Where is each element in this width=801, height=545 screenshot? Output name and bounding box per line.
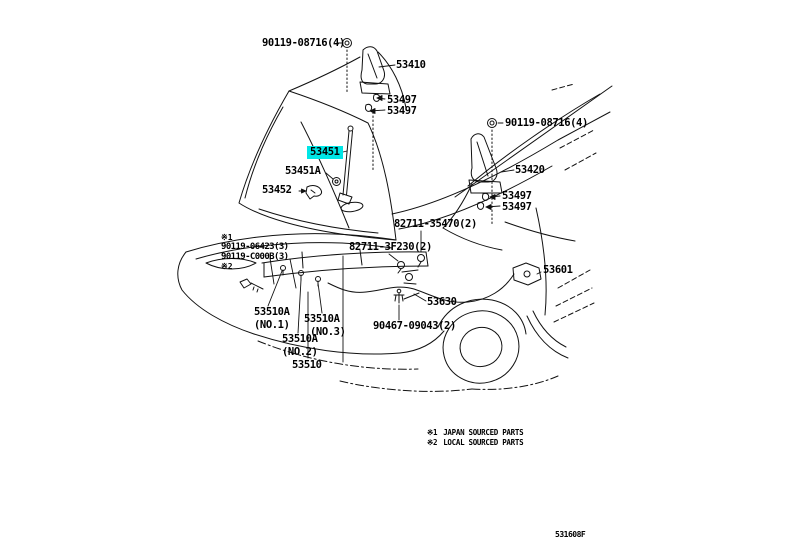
hood-hinge-right-drawing <box>443 130 502 228</box>
footnote-local-sourced <box>427 438 523 447</box>
callout-cushion-no2[interactable] <box>282 334 318 357</box>
callout-hood-support-rod[interactable]: 53451 <box>307 146 343 159</box>
callout-bolt-hinge-left[interactable]: 90119-08716(4) <box>262 37 345 49</box>
footnote-1-marker: ※1 <box>427 428 438 437</box>
callout-hinge-left[interactable]: 53410 <box>396 59 426 71</box>
callout-hood-panel[interactable]: 53510 <box>292 359 322 371</box>
support-rod-grommet-icon <box>333 178 341 186</box>
drawing-code: 531608F <box>555 530 586 539</box>
support-rod-bracket-icon <box>306 186 322 199</box>
callout-hinge-left-pad-lower[interactable]: 53497 <box>387 105 417 117</box>
callout-lock-control-cable[interactable]: 53630 <box>427 296 457 308</box>
callout-clip[interactable]: 90467-09043(2) <box>373 320 456 332</box>
cushion-no3-part: 53510A <box>304 313 340 325</box>
note-ref-1-marker: ※1 <box>221 233 233 242</box>
footnote-2-text: LOCAL SOURCED PARTS <box>443 438 524 447</box>
callout-wiring-clamp-b[interactable]: 82711-3F230(2) <box>349 241 432 253</box>
callout-hinge-right-pad-lower[interactable]: 53497 <box>502 201 532 213</box>
callout-hinge-left-pad-upper[interactable]: 53497 <box>387 94 417 106</box>
callout-support-rod-bracket[interactable]: 53452 <box>262 184 292 196</box>
note-ref-2-marker: ※2 <box>221 262 233 271</box>
callout-hinge-right-pad-upper[interactable]: 53497 <box>502 190 532 202</box>
footnote-2-marker: ※2 <box>427 438 438 447</box>
bolt-icon-front <box>240 279 263 292</box>
cushion-no3-position: (NO.3) <box>310 325 346 338</box>
cushion-no1-part: 53510A <box>254 306 290 318</box>
cushion-no2-position: (NO.2) <box>282 345 318 358</box>
front-wheel-drawing <box>435 303 526 391</box>
callout-bolt-local[interactable]: 90119-C000B(3) <box>221 252 289 262</box>
footnote-1-text: JAPAN SOURCED PARTS <box>443 428 524 437</box>
footnote-japan-sourced <box>427 428 523 437</box>
bolt-icon-hinge-right <box>488 119 497 128</box>
callout-hinge-right[interactable]: 53420 <box>515 164 545 176</box>
cushion-no1-position: (NO.1) <box>254 318 290 331</box>
wiring-clamp-icons <box>398 255 425 274</box>
callout-bolt-hinge-right[interactable]: 90119-08716(4) <box>505 117 588 129</box>
callout-cushion-no1[interactable] <box>254 307 290 330</box>
hood-support-rod-drawing <box>338 112 373 204</box>
lock-cable-drawing <box>328 270 514 302</box>
clip-icon-90467 <box>394 289 419 303</box>
callout-support-rod-grommet[interactable]: 53451A <box>285 165 321 177</box>
callout-bolt-japan[interactable]: 90119-06423(3) <box>221 242 289 252</box>
callout-wiring-clamp-a[interactable]: 82711-35470(2) <box>394 218 477 230</box>
cushion-no2-part: 53510A <box>282 333 318 345</box>
callout-hood-lock[interactable]: 53601 <box>543 264 573 276</box>
